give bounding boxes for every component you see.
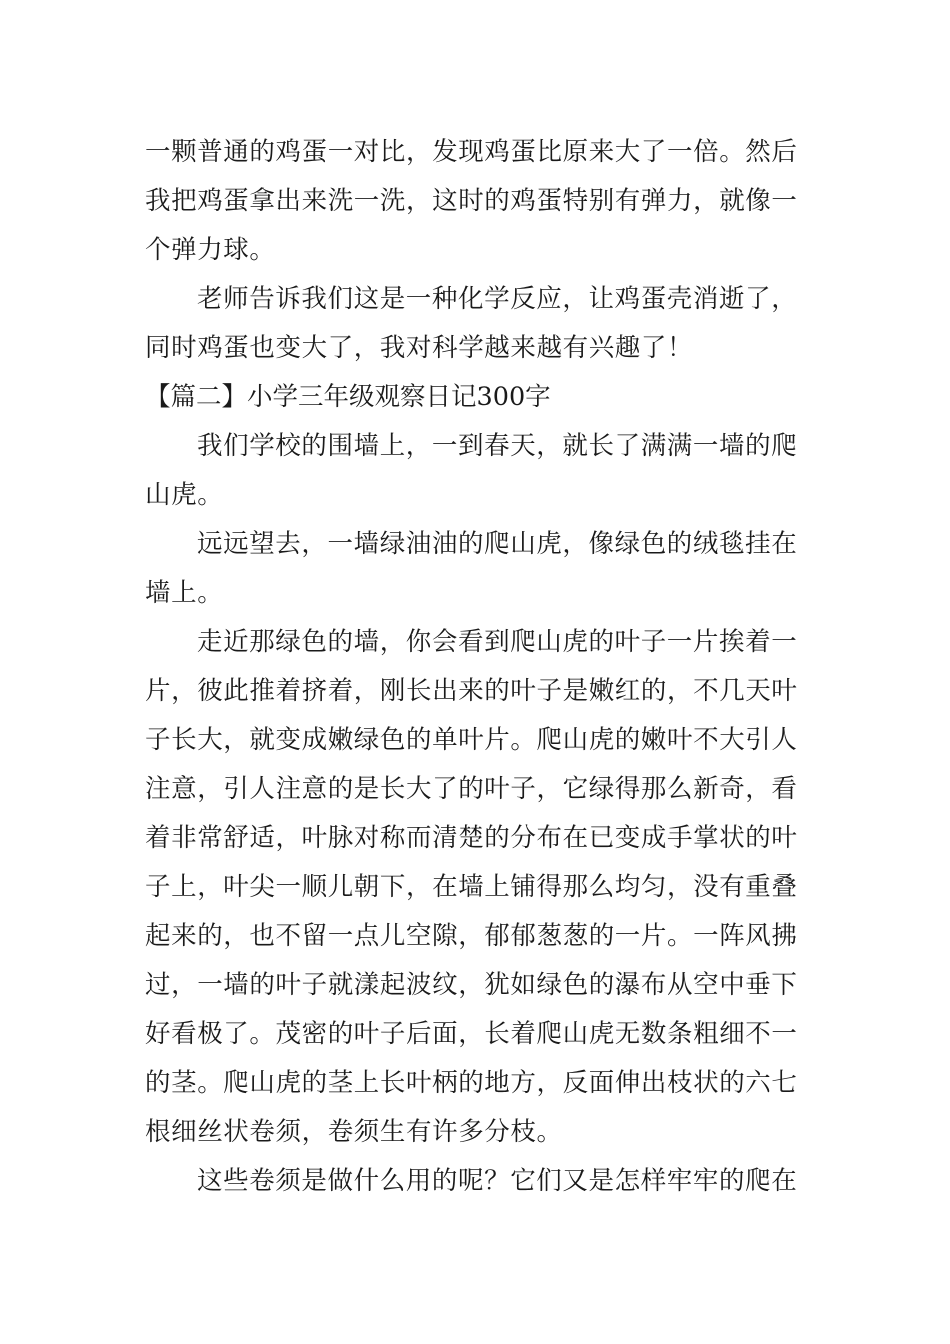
paragraph-first-line: 老师告诉我们这是一种化学反应，让鸡蛋壳消逝了， <box>197 284 798 314</box>
text-line: 墙上。 <box>145 578 224 608</box>
paragraph-first-line: 我们学校的围墙上，一到春天，就长了满满一墙的爬 <box>197 431 798 461</box>
paragraph-first-line: 走近那绿色的墙，你会看到爬山虎的叶子一片挨着一 <box>197 627 798 657</box>
text-line: 子长大，就变成嫩绿色的单叶片。爬山虎的嫩叶不大引人 <box>145 725 798 755</box>
paragraph-first-line: 远远望去，一墙绿油油的爬山虎，像绿色的绒毯挂在 <box>197 529 798 559</box>
text-line: 我把鸡蛋拿出来洗一洗，这时的鸡蛋特别有弹力，就像一 <box>145 186 798 216</box>
section-heading: 【篇二】小学三年级观察日记300字 <box>145 382 551 412</box>
text-line: 好看极了。茂密的叶子后面，长着爬山虎无数条粗细不一 <box>145 1019 798 1049</box>
text-line: 着非常舒适，叶脉对称而清楚的分布在已变成手掌状的叶 <box>145 823 798 853</box>
text-line: 子上，叶尖一顺儿朝下，在墙上铺得那么均匀，没有重叠 <box>145 872 798 902</box>
text-line: 根细丝状卷须，卷须生有许多分枝。 <box>145 1117 563 1147</box>
text-line: 山虎。 <box>145 480 224 510</box>
document-page <box>145 128 807 1206</box>
text-line: 起来的，也不留一点儿空隙，郁郁葱葱的一片。一阵风拂 <box>145 921 798 951</box>
text-line: 片，彼此推着挤着，刚长出来的叶子是嫩红的，不几天叶 <box>145 676 798 706</box>
text-line: 一颗普通的鸡蛋一对比，发现鸡蛋比原来大了一倍。然后 <box>145 137 798 167</box>
text-line: 的茎。爬山虎的茎上长叶柄的地方，反面伸出枝状的六七 <box>145 1068 798 1098</box>
paragraph-first-line: 这些卷须是做什么用的呢？它们又是怎样牢牢的爬在 <box>197 1166 798 1196</box>
text-line: 注意，引人注意的是长大了的叶子，它绿得那么新奇，看 <box>145 774 798 804</box>
text-line: 过，一墙的叶子就漾起波纹，犹如绿色的瀑布从空中垂下 <box>145 970 798 1000</box>
text-line: 个弹力球。 <box>145 235 276 265</box>
text-line: 同时鸡蛋也变大了，我对科学越来越有兴趣了！ <box>145 333 694 363</box>
